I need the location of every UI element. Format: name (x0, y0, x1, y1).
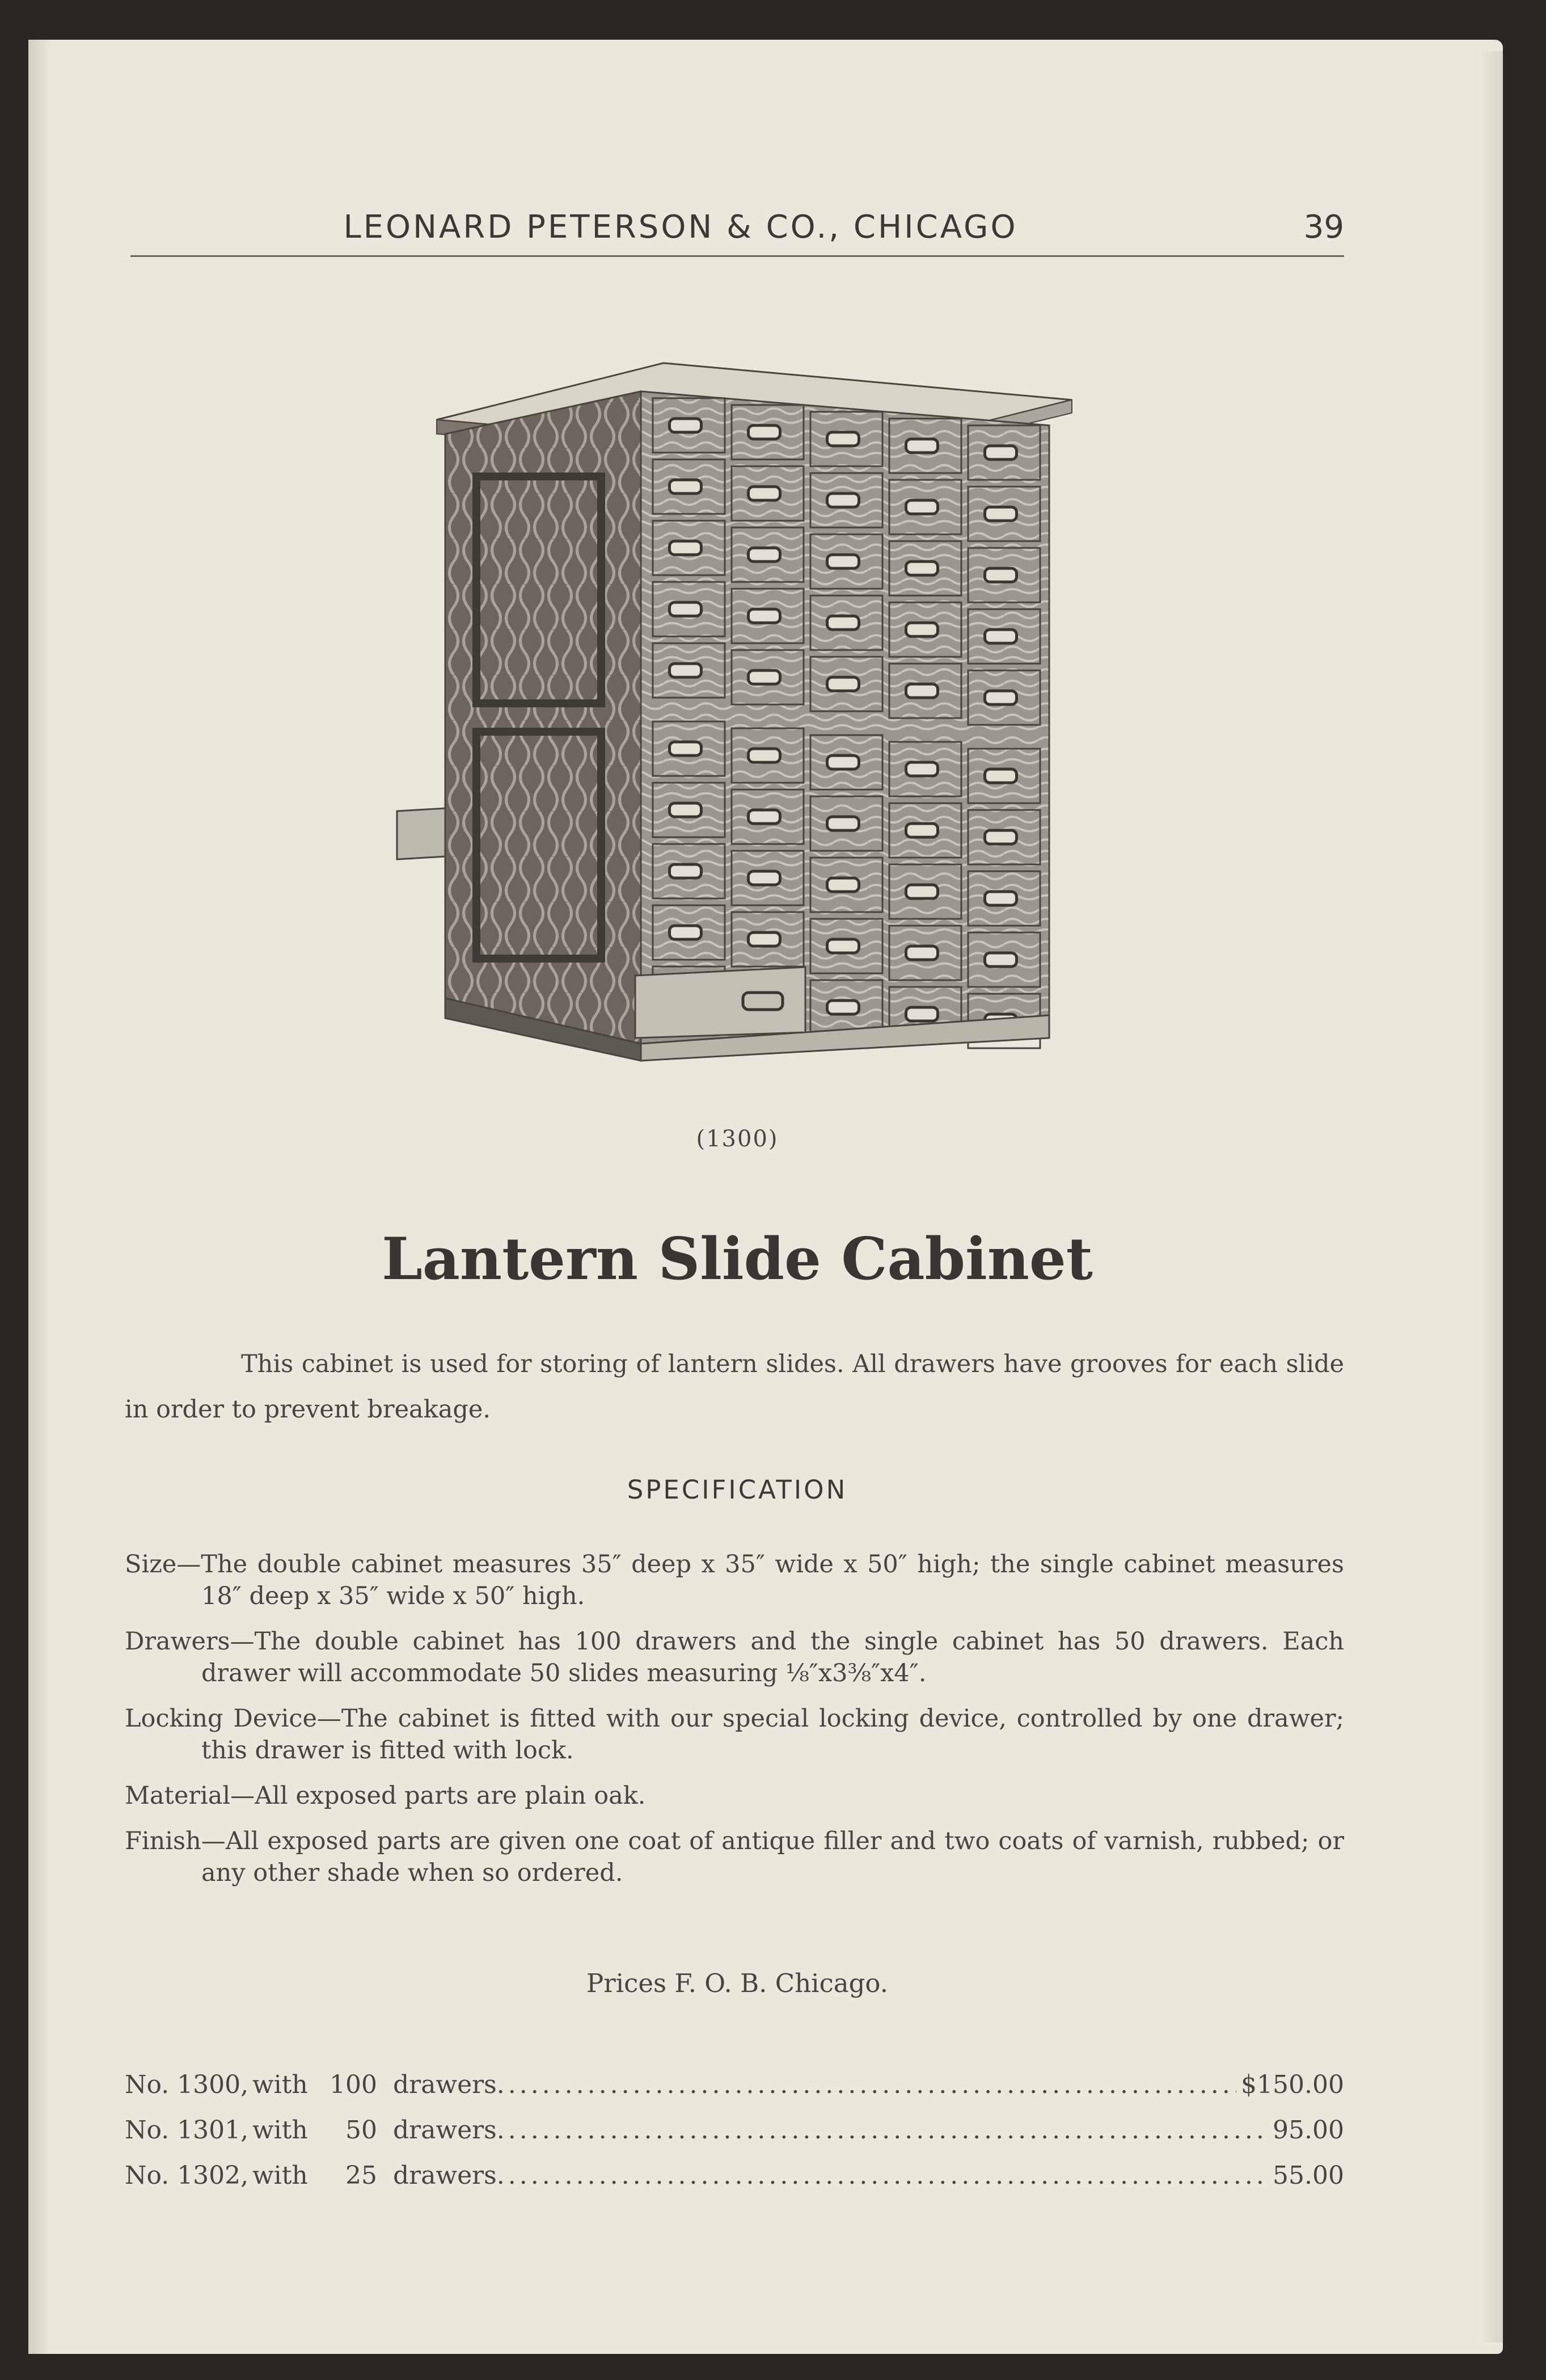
running-header (130, 176, 1344, 257)
drawer-unit: drawers (393, 2161, 497, 2190)
header-title: LEONARD PETERSON & CO., CHICAGO (343, 209, 1018, 246)
drawer-pull-icon (749, 548, 780, 562)
drawer-pull-icon (670, 664, 702, 677)
drawer-pull-icon (749, 670, 780, 684)
drawer-count: 25 (345, 2161, 377, 2190)
price-row (125, 2116, 1344, 2161)
drawer-pull-icon (749, 609, 780, 623)
drawer-pull-icon (670, 864, 702, 878)
with-word: with (252, 2070, 308, 2099)
drawer-pull-icon (985, 830, 1017, 844)
with-word: with (252, 2116, 308, 2145)
drawer-count: 50 (345, 2116, 377, 2145)
dot-leader (497, 2116, 1268, 2145)
drawer-pull-icon (906, 500, 938, 514)
drawer-pull-icon (749, 810, 780, 824)
drawer-pull-icon (827, 677, 859, 691)
drawer-pull-icon (985, 953, 1017, 967)
drawer-pull-icon (749, 425, 780, 439)
drawer-pull-icon (827, 878, 859, 892)
model-number: No. 1301, (125, 2116, 249, 2145)
prices-heading: Prices F. O. B. Chicago. (586, 1968, 889, 1998)
catalog-page (28, 40, 1503, 2354)
price: 95.00 (1273, 2116, 1344, 2145)
drawer-pull-icon (985, 630, 1017, 643)
drawer-unit: drawers (393, 2070, 497, 2099)
spec-drawers: Drawers—The double cabinet has 100 drawers and the single cabinet has 50 drawers. Each drawer will accommodate 50 slides measuring ⅛″x3⅜″x4″. (125, 1627, 1344, 1687)
drawer-pull-icon (827, 1001, 859, 1014)
drawer-pull-icon (906, 562, 938, 575)
drawer-pull-icon (985, 507, 1017, 521)
drawer-pull-icon (906, 762, 938, 776)
drawer-unit: drawers (393, 2116, 497, 2145)
drawer-pull-icon (985, 892, 1017, 905)
page-edge-shadow (1480, 51, 1503, 2343)
drawer-pull-icon (670, 803, 702, 817)
spec-finish: Finish—All exposed parts are given one coat of antique filler and two coats of varnish, rubbed; or any other shade when so ordered. (125, 1827, 1344, 1887)
drawer-pull-icon (827, 616, 859, 630)
page-spine-shadow (28, 40, 51, 2354)
price-row (125, 2161, 1344, 2206)
price-list (125, 2070, 1344, 2206)
drawer-pull-icon (827, 432, 859, 446)
specification-list (125, 1548, 1344, 1902)
drawer-pull-icon (906, 885, 938, 898)
drawer-pull-icon (749, 749, 780, 762)
drawer-pull-icon (906, 946, 938, 960)
product-title: Lantern Slide Cabinet (382, 1225, 1093, 1293)
drawer-pull-icon (749, 487, 780, 500)
price-row (125, 2070, 1344, 2116)
drawer-pull-icon (749, 932, 780, 946)
drawer-pull-icon (670, 742, 702, 756)
drawer-pull-icon (906, 623, 938, 636)
drawer-pull-icon (670, 541, 702, 555)
drawer-pull-icon (906, 439, 938, 453)
drawer-pull-icon (906, 824, 938, 837)
model-number: No. 1302, (125, 2161, 249, 2190)
figure-caption: (1300) (696, 1126, 779, 1152)
drawer-pull-icon (985, 691, 1017, 704)
spec-material: Material—All exposed parts are plain oak. (125, 1782, 646, 1810)
spec-size: Size—The double cabinet measures 35″ deep x 35″ wide x 50″ high; the single cabinet measures 18″ deep x 35″ wide x 50″ high. (125, 1550, 1344, 1610)
specification-heading: SPECIFICATION (627, 1475, 848, 1505)
drawer-pull-icon (985, 568, 1017, 582)
drawer-pull-icon (985, 446, 1017, 459)
drawer-pull-icon (749, 871, 780, 885)
page-number: 39 (1303, 209, 1344, 246)
intro-paragraph: This cabinet is used for storing of lantern slides. All drawers have grooves for each slide in order to prevent breakage. (125, 1350, 1344, 1424)
model-number: No. 1300, (125, 2070, 249, 2099)
price: $150.00 (1241, 2070, 1344, 2099)
with-word: with (252, 2161, 308, 2190)
drawer-count: 100 (330, 2070, 377, 2099)
price: 55.00 (1273, 2161, 1344, 2190)
drawer-pull-icon (827, 555, 859, 568)
drawer-pull-icon (906, 1007, 938, 1021)
dot-leader (497, 2070, 1236, 2099)
drawer-pull-icon (906, 684, 938, 698)
drawer-pull-icon (670, 419, 702, 432)
drawer-pull-icon (670, 926, 702, 939)
drawer-pull-icon (827, 493, 859, 507)
dot-leader (497, 2161, 1268, 2190)
cabinet-illustration (391, 357, 1083, 1112)
drawer-pull-icon (985, 769, 1017, 783)
drawer-pull-icon (670, 602, 702, 616)
drawer-pull-icon (827, 756, 859, 769)
drawer-pull-icon (827, 939, 859, 953)
drawer-pull-icon (827, 817, 859, 830)
drawer-pull-icon (670, 480, 702, 493)
spec-locking-device: Locking Device—The cabinet is fitted with our special locking device, controlled by one drawer; this drawer is fitted with lock. (125, 1704, 1344, 1765)
